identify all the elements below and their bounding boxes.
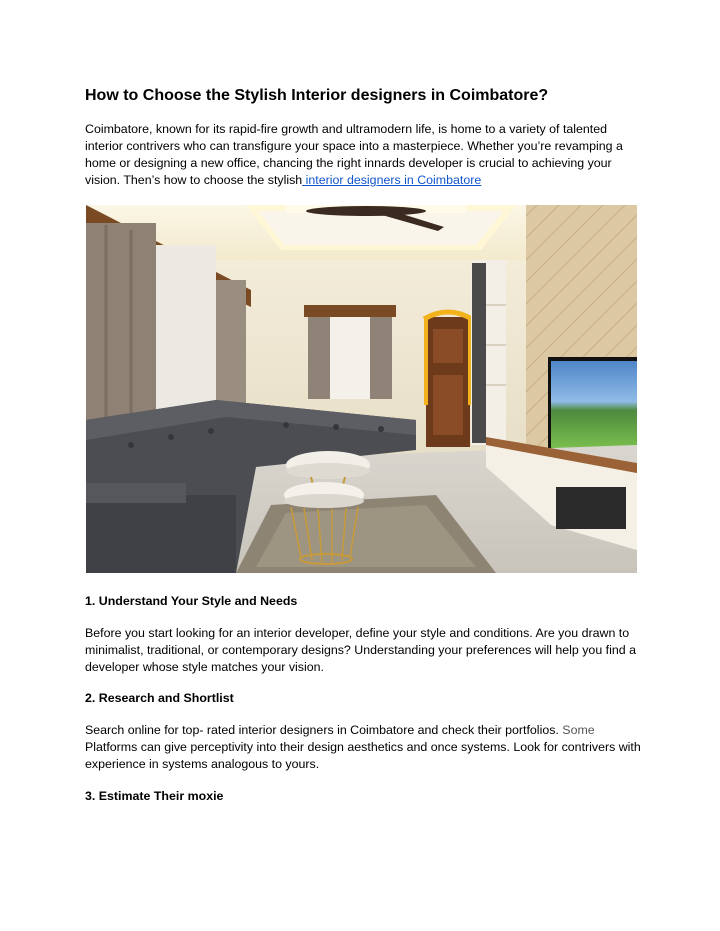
intro-text: Coimbatore, known for its rapid-fire growth and ultramodern life, is home to a variety of talented interior contrivers who can transfigure your space into a masterpiece. Whether you’re revamping a home or designing a new office, chancing the right innards developer is crucial to achieving your vision. Then’s how to choose the stylish bbox=[85, 122, 623, 187]
section-heading-moxie: 3. Estimate Their moxie bbox=[85, 789, 224, 803]
research-text-end: Platforms can give perceptivity into their design aesthetics and once systems. Look for contrivers with experience in systems analogous to yours. bbox=[85, 740, 641, 771]
section-body-research bbox=[85, 722, 645, 773]
section-heading-style-needs: 1. Understand Your Style and Needs bbox=[85, 594, 298, 608]
section-body-style-needs: Before you start looking for an interior developer, define your style and conditions. Are you drawn to minimalist, traditional, or contemporary designs? Understanding your preferences will help you find a developer whose style matches your vision. bbox=[85, 626, 636, 674]
section-heading-research: 2. Research and Shortlist bbox=[85, 691, 234, 705]
intro-paragraph bbox=[85, 121, 645, 189]
interior-designers-link[interactable]: interior designers in Coimbatore bbox=[302, 173, 482, 187]
article-title: How to Choose the Stylish Interior designers in Coimbatore? bbox=[85, 87, 549, 104]
research-text-muted: Some bbox=[558, 723, 595, 737]
research-text-start: Search online for top- rated interior designers in Coimbatore and check their portfolios. bbox=[85, 723, 559, 737]
living-room-photo bbox=[86, 205, 637, 573]
